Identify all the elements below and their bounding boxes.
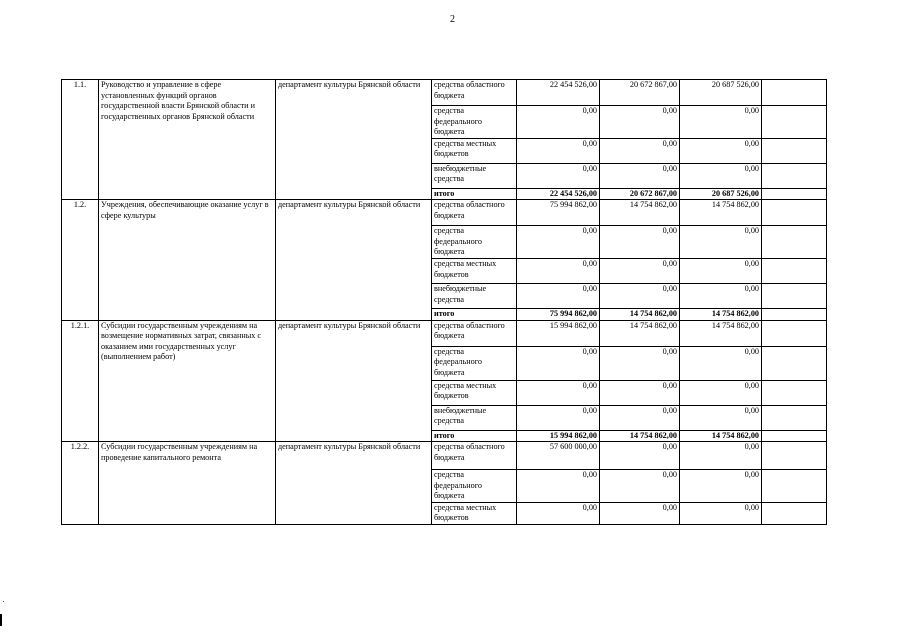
table-row [62, 80, 827, 106]
amount-year-1: 0,00 [517, 380, 600, 405]
amount-year-1: 15 994 862,00 [517, 320, 600, 346]
amount-year-2: 0,00 [600, 346, 680, 380]
section-name: Руководство и управление в сфере установленных функций органов государственной власти Брянской области и государственных органов Брянской области [99, 80, 276, 200]
amount-year-3: 14 754 862,00 [680, 430, 762, 442]
empty-cell [762, 405, 827, 430]
section-code: 1.2.1. [62, 320, 99, 442]
funding-source: средства местных бюджетов [432, 380, 517, 405]
amount-year-1: 0,00 [517, 470, 600, 503]
margin-mark [0, 614, 2, 626]
funding-source: внебюджетные средства [432, 405, 517, 430]
amount-year-3: 14 754 862,00 [680, 309, 762, 321]
amount-year-2: 0,00 [600, 405, 680, 430]
section-code: 1.1. [62, 80, 99, 200]
amount-year-3: 0,00 [680, 502, 762, 524]
amount-year-1: 0,00 [517, 405, 600, 430]
section-name: Субсидии государственным учреждениям на проведение капитального ремонта [99, 442, 276, 525]
amount-year-3: 0,00 [680, 470, 762, 503]
empty-cell [762, 470, 827, 503]
amount-year-2: 14 754 862,00 [600, 200, 680, 226]
amount-year-3: 0,00 [680, 442, 762, 470]
amount-year-3: 0,00 [680, 346, 762, 380]
amount-year-1: 15 994 862,00 [517, 430, 600, 442]
amount-year-1: 0,00 [517, 226, 600, 259]
section-executor: департамент культуры Брянской области [276, 200, 432, 321]
table-row [62, 320, 827, 346]
amount-year-2: 14 754 862,00 [600, 309, 680, 321]
amount-year-3: 20 687 526,00 [680, 80, 762, 106]
amount-year-2: 0,00 [600, 259, 680, 284]
amount-year-2: 0,00 [600, 284, 680, 309]
empty-cell [762, 502, 827, 524]
amount-year-2: 0,00 [600, 163, 680, 188]
empty-cell [762, 138, 827, 163]
empty-cell [762, 430, 827, 442]
amount-year-3: 14 754 862,00 [680, 200, 762, 226]
empty-cell [762, 226, 827, 259]
section-name: Учреждения, обеспечивающие оказание услуг в сфере культуры [99, 200, 276, 321]
amount-year-2: 0,00 [600, 380, 680, 405]
table-row [62, 200, 827, 226]
funding-source: средства федерального бюджета [432, 470, 517, 503]
amount-year-1: 22 454 526,00 [517, 188, 600, 200]
amount-year-1: 0,00 [517, 106, 600, 139]
funding-source: средства областного бюджета [432, 442, 517, 470]
empty-cell [762, 309, 827, 321]
amount-year-2: 20 672 867,00 [600, 80, 680, 106]
amount-year-2: 0,00 [600, 226, 680, 259]
empty-cell [762, 442, 827, 470]
amount-year-1: 0,00 [517, 138, 600, 163]
empty-cell [762, 163, 827, 188]
amount-year-1: 0,00 [517, 502, 600, 524]
empty-cell [762, 284, 827, 309]
funding-source: итого [432, 309, 517, 321]
amount-year-2: 14 754 862,00 [600, 430, 680, 442]
amount-year-1: 22 454 526,00 [517, 80, 600, 106]
amount-year-3: 0,00 [680, 226, 762, 259]
amount-year-1: 0,00 [517, 284, 600, 309]
empty-cell [762, 380, 827, 405]
funding-source: итого [432, 430, 517, 442]
page-number: 2 [450, 14, 455, 25]
funding-source: итого [432, 188, 517, 200]
amount-year-1: 57 600 000,00 [517, 442, 600, 470]
amount-year-3: 0,00 [680, 138, 762, 163]
funding-source: внебюджетные средства [432, 284, 517, 309]
section-code: 1.2. [62, 200, 99, 321]
empty-cell [762, 259, 827, 284]
section-executor: департамент культуры Брянской области [276, 80, 432, 200]
empty-cell [762, 200, 827, 226]
amount-year-1: 75 994 862,00 [517, 309, 600, 321]
amount-year-2: 0,00 [600, 470, 680, 503]
empty-cell [762, 188, 827, 200]
section-executor: департамент культуры Брянской области [276, 320, 432, 442]
funding-source: средства областного бюджета [432, 200, 517, 226]
funding-source: средства областного бюджета [432, 80, 517, 106]
funding-source: средства местных бюджетов [432, 138, 517, 163]
empty-cell [762, 320, 827, 346]
empty-cell [762, 80, 827, 106]
section-name: Субсидии государственным учреждениям на возмещение нормативных затрат, связанных с оказанием ими государственных услуг (выполнением работ) [99, 320, 276, 442]
funding-source: внебюджетные средства [432, 163, 517, 188]
amount-year-3: 0,00 [680, 259, 762, 284]
funding-source: средства федерального бюджета [432, 346, 517, 380]
amount-year-2: 0,00 [600, 138, 680, 163]
amount-year-1: 75 994 862,00 [517, 200, 600, 226]
amount-year-3: 0,00 [680, 106, 762, 139]
table-row [62, 442, 827, 470]
amount-year-1: 0,00 [517, 163, 600, 188]
funding-source: средства федерального бюджета [432, 106, 517, 139]
amount-year-3: 20 687 526,00 [680, 188, 762, 200]
budget-table [61, 79, 827, 525]
amount-year-1: 0,00 [517, 346, 600, 380]
amount-year-2: 0,00 [600, 106, 680, 139]
funding-source: средства местных бюджетов [432, 259, 517, 284]
empty-cell [762, 346, 827, 380]
margin-dot [3, 601, 4, 602]
section-executor: департамент культуры Брянской области [276, 442, 432, 525]
amount-year-2: 14 754 862,00 [600, 320, 680, 346]
amount-year-3: 0,00 [680, 405, 762, 430]
amount-year-2: 0,00 [600, 502, 680, 524]
funding-source: средства федерального бюджета [432, 226, 517, 259]
amount-year-2: 20 672 867,00 [600, 188, 680, 200]
amount-year-3: 0,00 [680, 163, 762, 188]
funding-source: средства областного бюджета [432, 320, 517, 346]
amount-year-1: 0,00 [517, 259, 600, 284]
section-code: 1.2.2. [62, 442, 99, 525]
amount-year-3: 0,00 [680, 380, 762, 405]
amount-year-3: 14 754 862,00 [680, 320, 762, 346]
funding-source: средства местных бюджетов [432, 502, 517, 524]
empty-cell [762, 106, 827, 139]
amount-year-3: 0,00 [680, 284, 762, 309]
amount-year-2: 0,00 [600, 442, 680, 470]
